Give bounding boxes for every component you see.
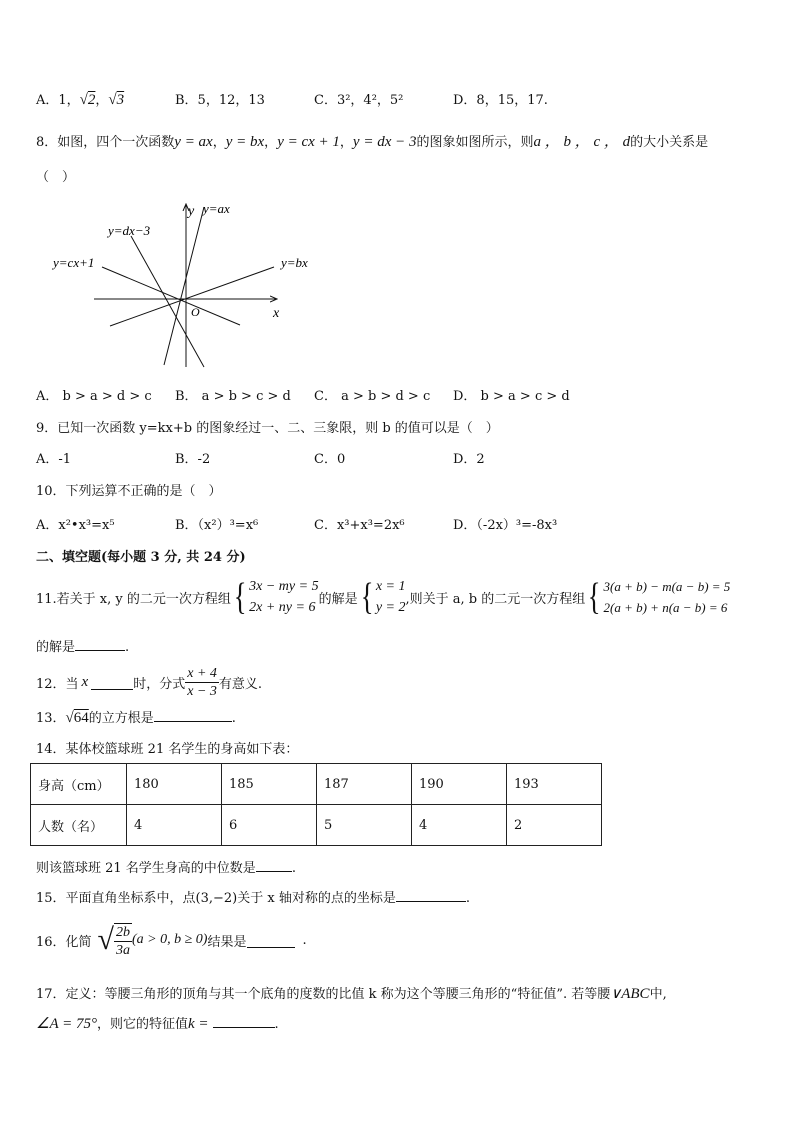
q15-end: . bbox=[465, 891, 470, 906]
q11-eq1a: 3x − my = 5 bbox=[249, 579, 319, 594]
q17-end: . bbox=[274, 1017, 279, 1032]
q12-numerator: x + 4 bbox=[187, 665, 217, 681]
q17-line1 bbox=[36, 983, 667, 1003]
q11-mid2: ,则关于 a, b 的二元一次方程组 bbox=[405, 591, 586, 607]
q13-answer-blank[interactable] bbox=[154, 707, 232, 722]
q11-sol-y: y = 2 bbox=[375, 600, 406, 615]
q14-tail: 则该篮球班 21 名学生身高的中位数是 bbox=[36, 861, 256, 876]
q8-vars: a ， b ， c ， d bbox=[533, 134, 631, 150]
table-cell: 5 bbox=[317, 805, 412, 846]
q17-line2-text: ，则它的特征值 bbox=[96, 1017, 188, 1032]
q16-intro: 16．化简 bbox=[36, 934, 92, 950]
q17-k: k = bbox=[187, 1016, 209, 1032]
q14-end: . bbox=[291, 861, 296, 876]
table-cell: 4 bbox=[412, 805, 507, 846]
table-cell: 4 bbox=[127, 805, 222, 846]
q8-func-ax: y = ax bbox=[174, 134, 213, 150]
table-row bbox=[31, 805, 602, 846]
q10-option-a: A．x²•x³=x⁵ bbox=[36, 518, 115, 533]
q8-func-dx: y = dx − 3 bbox=[352, 134, 417, 150]
q8-intro: 8．如图，四个一次函数 bbox=[36, 135, 175, 150]
q10-option-b: B．（x²）³=x⁶ bbox=[175, 518, 259, 533]
line-cx bbox=[102, 267, 240, 325]
q16-denominator: 3a bbox=[116, 943, 131, 958]
q15-answer-blank[interactable] bbox=[396, 887, 466, 902]
q15-text: 15．平面直角坐标系中，点(3,−2)关于 x 轴对称的点的坐标是 bbox=[36, 891, 396, 906]
table-cell: 2 bbox=[507, 805, 602, 846]
q11-stem bbox=[36, 572, 730, 622]
q7-option-c: C．3²，4²，5² bbox=[314, 93, 404, 108]
q11-brace-2: { bbox=[360, 576, 374, 618]
q16-mid: 结果是 bbox=[207, 934, 247, 950]
table-cell: 193 bbox=[507, 764, 602, 805]
section-heading: 二、填空题(每小题 3 分, 共 24 分) bbox=[36, 550, 246, 565]
q7-sqrt2-radicand: 2 bbox=[87, 92, 96, 108]
q11-system-2 bbox=[604, 576, 731, 618]
q11-intro: 11.若关于 x, y 的二元一次方程组 bbox=[36, 591, 231, 607]
q8-tail: 的大小关系是 bbox=[630, 135, 709, 150]
table-cell: 6 bbox=[222, 805, 317, 846]
q8-option-b: B． a > b > c > d bbox=[175, 389, 291, 404]
q12-intro: 12．当 bbox=[36, 676, 79, 692]
graph-label-dx: y=dx−3 bbox=[108, 223, 151, 238]
q11-brace-1: { bbox=[233, 576, 247, 618]
q7-option-d: D．8，15，17. bbox=[453, 93, 548, 108]
q17-angle: ∠A = 75° bbox=[36, 1016, 97, 1032]
q17-text: 17．定义：等腰三角形的顶角与其一个底角的度数的比值 k 称为这个等腰三角形的“特征值”. 若等腰 bbox=[36, 987, 611, 1002]
q7-sqrt3: √3 bbox=[108, 92, 125, 108]
q16-radical-sign: √ bbox=[97, 923, 115, 956]
q8-graph bbox=[40, 195, 308, 370]
q13-stem bbox=[36, 707, 236, 727]
table-cell: 187 bbox=[317, 764, 412, 805]
q13-intro: 13． bbox=[36, 711, 66, 726]
table-row bbox=[31, 764, 602, 805]
q8-paren: （ ） bbox=[36, 170, 76, 185]
q11-eq2a: 3(a + b) − m(a − b) = 5 bbox=[603, 579, 731, 594]
q12-fraction bbox=[185, 665, 219, 700]
q8-stem: 8．如图，四个一次函数y = ax，y = bx，y = cx + 1，y = dx − 3的图象如图所示，则a ， b ， c ， d的大小关系是 bbox=[36, 134, 709, 150]
q7-option-a-label: A．1， bbox=[36, 93, 80, 108]
graph-label-origin: O bbox=[191, 305, 200, 319]
q11-mid1: 的解是 bbox=[318, 591, 358, 607]
q7-option-a: A．1，√2，√3 bbox=[36, 92, 125, 108]
q11-brace-3: { bbox=[587, 576, 601, 618]
line-dx bbox=[131, 236, 204, 367]
q11-solution bbox=[376, 576, 406, 618]
graph-label-y: y bbox=[188, 204, 195, 219]
q11-sol-x: x = 1 bbox=[375, 579, 406, 594]
q11-answer-blank[interactable] bbox=[75, 636, 125, 651]
q8-option-d: D． b > a > c > d bbox=[453, 389, 570, 404]
table-cell: 190 bbox=[412, 764, 507, 805]
q8-option-c: C． a > b > d > c bbox=[314, 389, 431, 404]
q10-option-d: D．（-2x）³=-8x³ bbox=[453, 518, 558, 533]
table-cell: 180 bbox=[127, 764, 222, 805]
graph-label-bx: y=bx bbox=[281, 255, 308, 270]
q12-tail: 有意义. bbox=[218, 676, 263, 692]
q7-sqrt3-radicand: 3 bbox=[116, 92, 125, 108]
q9-stem: 9．已知一次函数 y=kx+b 的图象经过一、二、三象限，则 b 的值可以是（ ） bbox=[36, 421, 499, 436]
q7-sqrt2: √2 bbox=[79, 92, 96, 108]
table-cell: 185 bbox=[222, 764, 317, 805]
q11-system-1 bbox=[249, 576, 318, 618]
q12-var: x bbox=[81, 673, 89, 690]
q16-answer-blank[interactable] bbox=[247, 933, 295, 948]
q16-end: . bbox=[302, 932, 307, 948]
table-cell: 身高（cm） bbox=[31, 764, 127, 805]
graph-label-cx: y=cx+1 bbox=[53, 255, 95, 270]
q12-stem bbox=[36, 662, 262, 702]
q16-numerator: 2b bbox=[116, 925, 131, 940]
q16-condition: (a > 0, b ≥ 0) bbox=[132, 932, 208, 947]
q10-stem: 10．下列运算不正确的是（ ） bbox=[36, 484, 222, 499]
q12-answer-blank[interactable] bbox=[91, 675, 133, 690]
q13-radicand: 64 bbox=[73, 710, 89, 726]
graph-label-x: x bbox=[273, 306, 280, 321]
q17-line2 bbox=[36, 1013, 279, 1033]
q11-answer-line bbox=[36, 636, 129, 655]
q12-denominator: x − 3 bbox=[187, 683, 217, 699]
height-table bbox=[30, 763, 602, 846]
q10-option-c: C．x³+x³=2x⁶ bbox=[314, 518, 405, 533]
q17-line1-end: 中, bbox=[649, 987, 667, 1002]
q9-option-a: A．-1 bbox=[36, 452, 72, 467]
q9-option-b: B．-2 bbox=[175, 452, 211, 467]
q14-intro: 14．某体校篮球班 21 名学生的身高如下表： bbox=[36, 742, 299, 757]
q8-option-a: A． b > a > d > c bbox=[36, 389, 152, 404]
table-cell: 人数（名） bbox=[31, 805, 127, 846]
q8-func-cx: y = cx + 1 bbox=[277, 134, 340, 150]
q16-fraction bbox=[114, 923, 132, 959]
q15-stem bbox=[36, 887, 470, 906]
q9-option-d: D．2 bbox=[453, 452, 485, 467]
q8-func-bx: y = bx bbox=[225, 134, 265, 150]
q12-mid: 时，分式 bbox=[133, 676, 186, 692]
q11-tail: 的解是 bbox=[36, 640, 76, 655]
graph-label-ax: y=ax bbox=[203, 201, 230, 216]
q11-eq1b: 2x + ny = 6 bbox=[249, 600, 316, 615]
q13-mid: 的立方根是 bbox=[88, 711, 154, 726]
q11-end: . bbox=[125, 640, 130, 655]
q17-triangle: ∨ABC bbox=[610, 986, 650, 1002]
q14-answer-blank[interactable] bbox=[256, 857, 292, 872]
q16-stem bbox=[36, 918, 307, 962]
q8-mid: 的图象如图所示，则 bbox=[416, 135, 534, 150]
q7-options bbox=[36, 89, 124, 109]
q13-end: . bbox=[231, 711, 236, 726]
q14-question bbox=[36, 857, 296, 876]
q7-option-b: B．5，12，13 bbox=[175, 93, 265, 108]
q13-sqrt: √64 bbox=[65, 710, 89, 726]
q9-option-c: C．0 bbox=[314, 452, 346, 467]
line-ax bbox=[164, 207, 204, 365]
q11-eq2b: 2(a + b) + n(a − b) = 6 bbox=[603, 600, 728, 615]
q17-answer-blank[interactable] bbox=[213, 1013, 275, 1028]
